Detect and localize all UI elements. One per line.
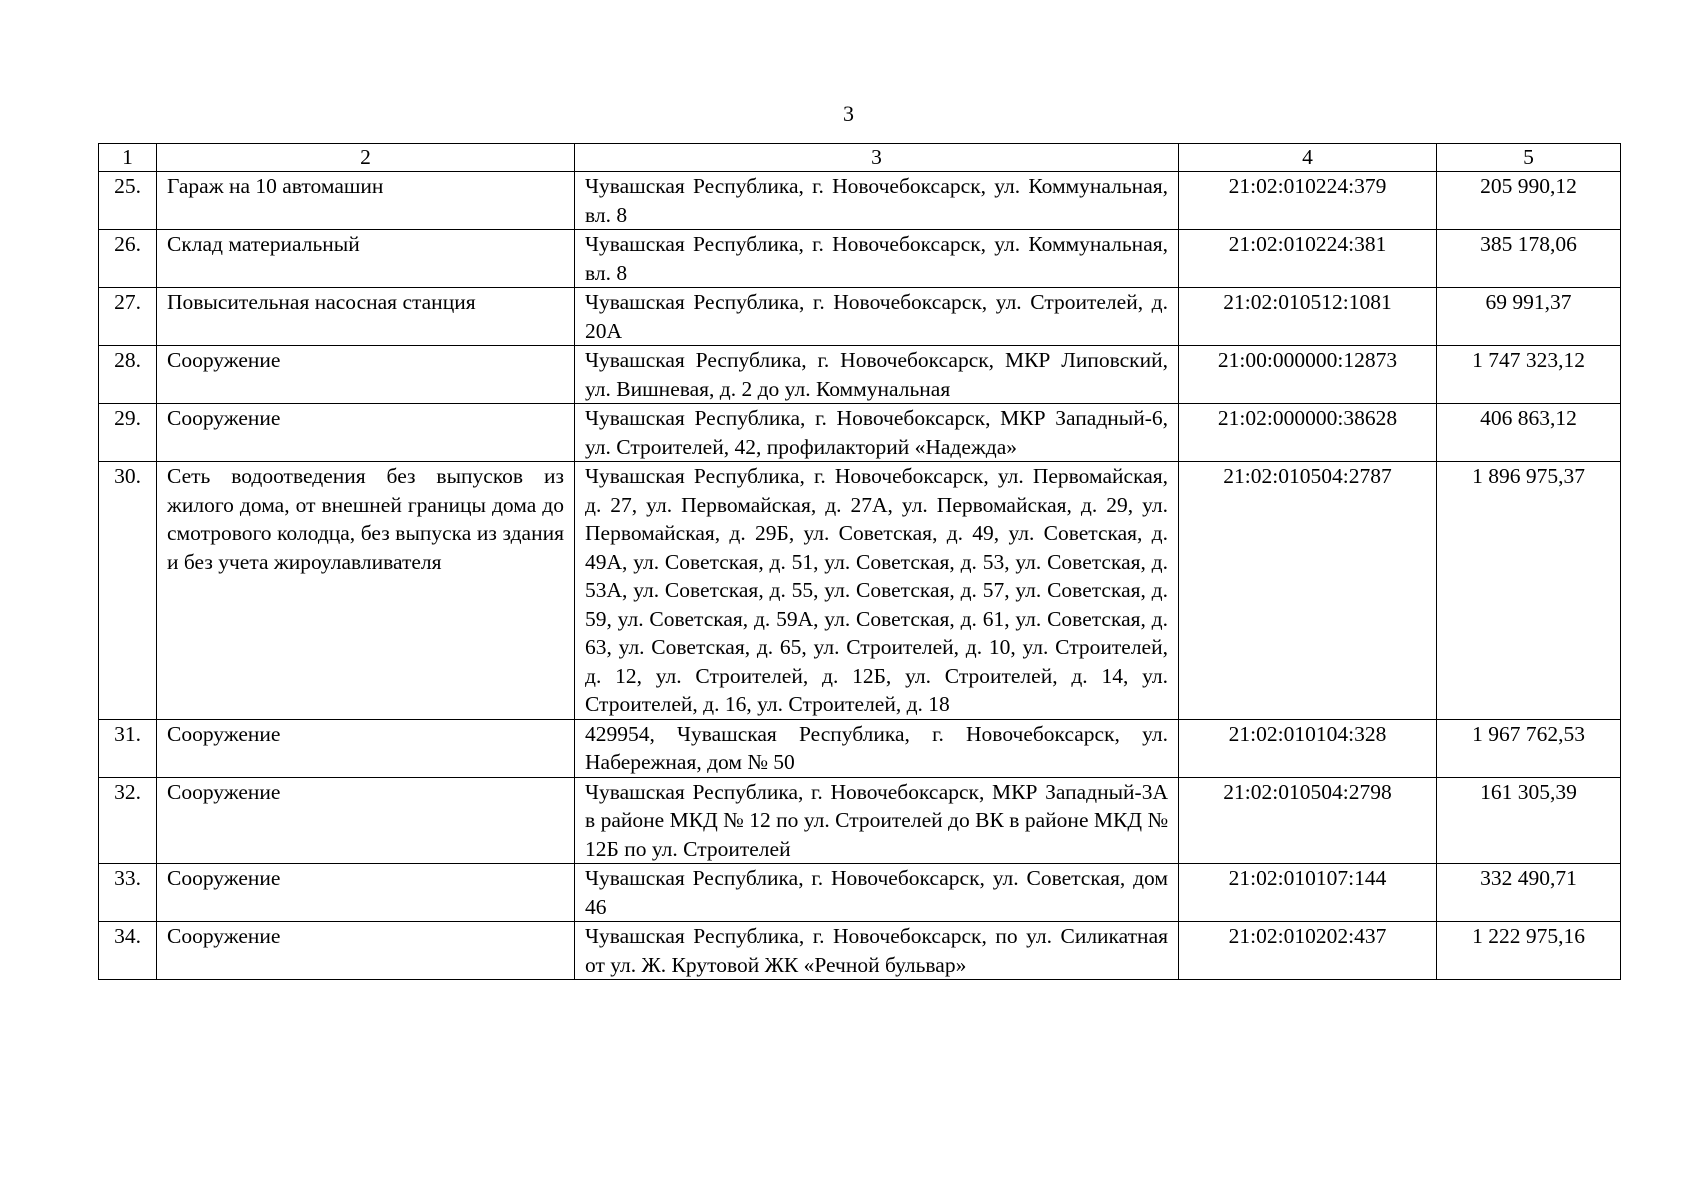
row-number: 31. [99,719,157,777]
page-number: 3 [843,101,854,126]
row-number: 28. [99,346,157,404]
object-name: Сооружение [157,777,575,864]
object-address: Чувашская Республика, г. Новочебоксарск, по ул. Силикатная от ул. Ж. Крутовой ЖК «Речной бульвар» [575,922,1179,980]
object-value: 1 967 762,53 [1437,719,1621,777]
table-row [99,346,1621,404]
object-name: Гараж на 10 автомашин [157,172,575,230]
row-number: 32. [99,777,157,864]
table-row [99,288,1621,346]
object-name: Сооружение [157,346,575,404]
row-number: 25. [99,172,157,230]
table-row [99,777,1621,864]
row-number: 26. [99,230,157,288]
object-value: 332 490,71 [1437,864,1621,922]
object-address: Чувашская Республика, г. Новочебоксарск, ул. Советская, дом 46 [575,864,1179,922]
table-row [99,719,1621,777]
object-value: 1 747 323,12 [1437,346,1621,404]
object-value: 385 178,06 [1437,230,1621,288]
cadastral-number: 21:02:000000:38628 [1179,404,1437,462]
table-row [99,864,1621,922]
table-row [99,404,1621,462]
object-name: Сооружение [157,719,575,777]
column-header-2: 2 [157,144,575,172]
cadastral-number: 21:02:010107:144 [1179,864,1437,922]
row-number: 30. [99,462,157,720]
cadastral-number: 21:02:010224:379 [1179,172,1437,230]
object-value: 69 991,37 [1437,288,1621,346]
object-address: 429954, Чувашская Республика, г. Новочебоксарск, ул. Набережная, дом № 50 [575,719,1179,777]
column-header-3: 3 [575,144,1179,172]
object-value: 406 863,12 [1437,404,1621,462]
column-header-4: 4 [1179,144,1437,172]
object-value: 161 305,39 [1437,777,1621,864]
row-number: 34. [99,922,157,980]
cadastral-number: 21:02:010504:2787 [1179,462,1437,720]
object-address: Чувашская Республика, г. Новочебоксарск, МКР Западный-3А в районе МКД № 12 по ул. Строителей до ВК в районе МКД № 12Б по ул. Строителей [575,777,1179,864]
cadastral-number: 21:02:010224:381 [1179,230,1437,288]
table-row [99,462,1621,720]
table-row [99,230,1621,288]
row-number: 27. [99,288,157,346]
object-address: Чувашская Республика, г. Новочебоксарск, ул. Коммунальная, вл. 8 [575,172,1179,230]
object-address: Чувашская Республика, г. Новочебоксарск, МКР Липовский, ул. Вишневая, д. 2 до ул. Коммунальная [575,346,1179,404]
table-row [99,922,1621,980]
property-table [98,143,1621,980]
table-row [99,172,1621,230]
object-value: 205 990,12 [1437,172,1621,230]
cadastral-number: 21:00:000000:12873 [1179,346,1437,404]
cadastral-number: 21:02:010504:2798 [1179,777,1437,864]
cadastral-number: 21:02:010104:328 [1179,719,1437,777]
row-number: 33. [99,864,157,922]
object-name: Сооружение [157,922,575,980]
cadastral-number: 21:02:010202:437 [1179,922,1437,980]
column-number-row [99,144,1621,172]
cadastral-number: 21:02:010512:1081 [1179,288,1437,346]
object-name: Склад материальный [157,230,575,288]
object-address: Чувашская Республика, г. Новочебоксарск, ул. Коммунальная, вл. 8 [575,230,1179,288]
column-header-5: 5 [1437,144,1621,172]
object-value: 1 896 975,37 [1437,462,1621,720]
object-name: Сооружение [157,864,575,922]
object-value: 1 222 975,16 [1437,922,1621,980]
object-address: Чувашская Республика, г. Новочебоксарск, ул. Первомайская, д. 27, ул. Первомайская, д. 27А, ул. Первомайская, д. 29, ул. Первомайская, д. 29Б, ул. Советская, д. 49, ул. Советская, д. 49А, ул. Советская, д. 51, ул. Советская, д. 53, ул. Советская, д. 53А, ул. Советская, д. 55, ул. Советская, д. 57, ул. Советская, д. 59, ул. Советская, д. 59А, ул. Советская, д. 61, ул. Советская, д. 63, ул. Советская, д. 65, ул. Строителей, д. 10, ул. Строителей, д. 12, ул. Строителей, д. 12Б, ул. Строителей, д. 14, ул. Строителей, д. 16, ул. Строителей, д. 18 [575,462,1179,720]
column-header-1: 1 [99,144,157,172]
object-address: Чувашская Республика, г. Новочебоксарск, ул. Строителей, д. 20А [575,288,1179,346]
object-name: Сооружение [157,404,575,462]
row-number: 29. [99,404,157,462]
object-address: Чувашская Республика, г. Новочебоксарск, МКР Западный-6, ул. Строителей, 42, профилакторий «Надежда» [575,404,1179,462]
object-name: Повысительная насосная станция [157,288,575,346]
object-name: Сеть водоотведения без выпусков из жилого дома, от внешней границы дома до смотрового колодца, без выпуска из здания и без учета жироулавливателя [157,462,575,720]
